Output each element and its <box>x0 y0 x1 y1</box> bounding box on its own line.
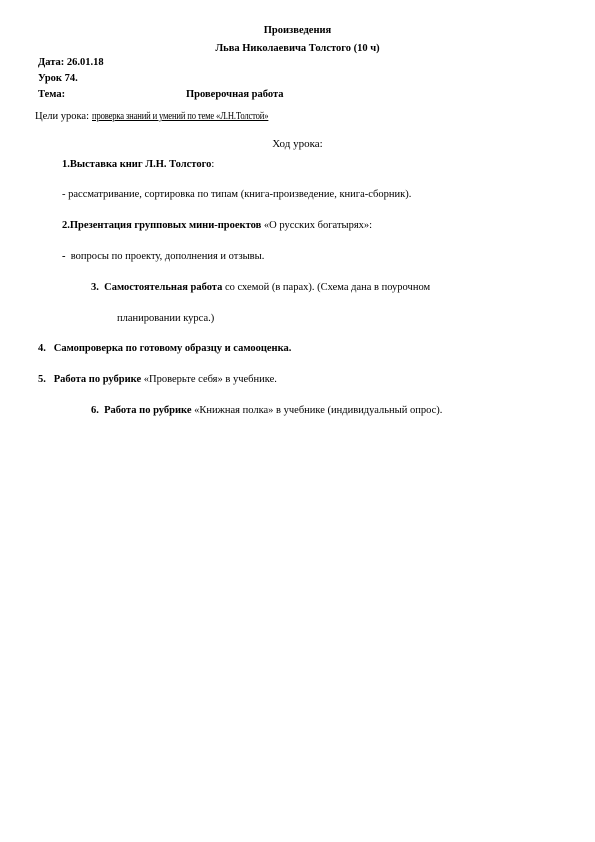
document-title-line-1: Произведения <box>263 25 332 36</box>
step-3-heading: 3. Самостоятельная работа <box>91 282 223 293</box>
step-5-heading: 5. Работа по рубрике <box>38 374 142 385</box>
step-5 <box>38 373 277 386</box>
step-1-detail-text: - рассматривание, сортировка по типам (книга-произведение, книга-сборник). <box>62 189 412 200</box>
step-1 <box>62 158 214 171</box>
step-5-text: «Проверьте себя» в учебнике. <box>141 374 277 385</box>
lesson-flow-title: Ход урока: <box>272 138 323 150</box>
step-3-continuation-text: планировании курса.) <box>117 313 215 324</box>
step-1-heading: 1.Выставка книг Л.Н. Толстого <box>62 159 212 170</box>
document-title-line-2: Льва Николаевича Толстого (10 ч) <box>215 43 380 54</box>
step-2-detail-text: вопросы по проекту, дополнения и отзывы. <box>65 251 265 262</box>
step-6-heading: 6. Работа по рубрике <box>91 405 192 416</box>
lesson-date: Дата: 26.01.18 <box>38 57 104 68</box>
topic-label: Тема: <box>38 89 66 100</box>
step-1-detail <box>62 188 411 201</box>
step-2-heading: 2.Презентация групповых мини-проектов <box>62 220 262 231</box>
step-3-text: со схемой (в парах). (Схема дана в поурочном <box>222 282 431 293</box>
goals-value: проверка знаний и умений по теме «Л.Н.Толстой» <box>91 111 269 122</box>
step-4 <box>38 342 291 355</box>
step-4-heading: 4. Самопроверка по готовому образцу и самооценка. <box>38 343 292 354</box>
step-6 <box>91 404 442 417</box>
step-2 <box>62 219 372 232</box>
step-2-detail-dash: - <box>62 251 66 262</box>
topic-value: Проверочная работа <box>186 89 284 100</box>
step-1-text: : <box>211 159 215 170</box>
step-3 <box>91 281 430 294</box>
step-2-detail <box>62 250 264 263</box>
lesson-number: Урок 74. <box>38 73 78 84</box>
goals-label: Цели урока: <box>35 111 89 122</box>
goals-row <box>35 110 307 123</box>
step-3-continuation <box>117 312 214 325</box>
step-2-text: «О русских богатырях»: <box>261 220 373 231</box>
step-6-text: «Книжная полка» в учебнике (индивидуальный опрос). <box>191 405 443 416</box>
